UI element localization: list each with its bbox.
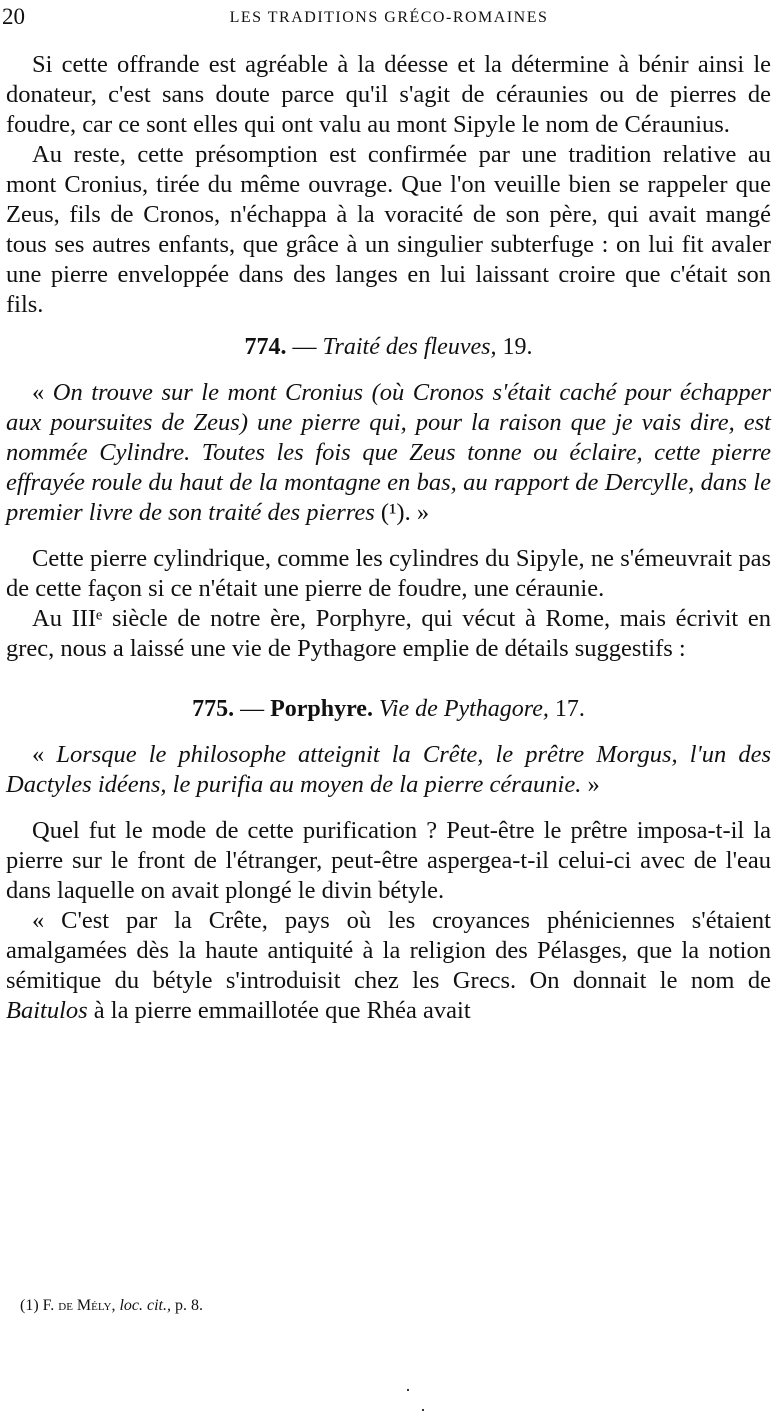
section-title-775: Vie de Pythagore, bbox=[372, 696, 549, 722]
paragraph-5: Quel fut le mode de cette purification ? Peut-être le prêtre imposa-t-il la pierre sur le front de l'étranger, peut-être aspergea-t-il celui-ci avec de l'eau dans laquelle on avait plongé le divin bétyle. bbox=[6, 817, 771, 904]
footnote-author: F. de Mély, bbox=[42, 1297, 116, 1314]
quote-open: « bbox=[32, 379, 53, 406]
page-body bbox=[6, 50, 771, 1026]
section-ref-775: 17. bbox=[548, 696, 585, 722]
page-header bbox=[0, 4, 778, 30]
heading-dash: — bbox=[286, 334, 323, 360]
stray-mark: · bbox=[420, 1400, 426, 1420]
section-author-775: Porphyre. bbox=[270, 696, 373, 722]
quote-774 bbox=[6, 378, 771, 528]
section-heading-775 bbox=[6, 694, 771, 724]
footnote-work: loc. cit., bbox=[119, 1297, 171, 1314]
paragraph-6 bbox=[6, 906, 771, 1026]
running-title: LES TRADITIONS GRÉCO-ROMAINES bbox=[229, 9, 549, 26]
quote-775-text: Lorsque le philosophe atteignit la Crête, le prêtre Morgus, l'un des Dactyles idéens, le purifia au moyen de la pierre céraunie. bbox=[6, 741, 771, 798]
paragraph-3: Cette pierre cylindrique, comme les cylindres du Sipyle, ne s'émeuvrait pas de cette façon si ce n'était une pierre de foudre, une céraunie. bbox=[6, 545, 771, 602]
term-baitulos: Baitulos bbox=[6, 997, 88, 1024]
quote-774-text: On trouve sur le mont Cronius (où Cronos s'était caché pour échapper aux poursuites de Zeus) une pierre qui, pour la raison que je vais dire, est nommée Cylindre. Toutes les fois que Zeus tonne ou éclaire, cette pierre effrayée roule du haut de la montagne en bas, au rapport de Dercylle, dans le premier livre de son traité des pierres bbox=[6, 379, 771, 526]
quote-open: « bbox=[32, 741, 57, 768]
section-heading-774 bbox=[6, 332, 771, 362]
paragraph-6-end: à la pierre emmaillotée que Rhéa avait bbox=[87, 997, 471, 1024]
stray-mark: · bbox=[405, 1380, 411, 1400]
paragraph-6-start: « C'est par la Crête, pays où les croyances phéniciennes s'étaient amalgamées dès la haute antiquité à la religion des Pélasges, que la notion sémitique du bétyle s'introduisit chez les Grecs. On donnait le nom de bbox=[6, 907, 771, 994]
century-numeral: IIIᵉ bbox=[71, 605, 103, 632]
quote-775 bbox=[6, 740, 771, 800]
heading-dash: — bbox=[234, 696, 271, 722]
section-title-774: Traité des fleuves, bbox=[322, 334, 497, 360]
section-number-774: 774. bbox=[244, 334, 287, 360]
paragraph-2: Au reste, cette présomption est confirmée par une tradition relative au mont Cronius, tirée du même ouvrage. Que l'on veuille bien se rappeler que Zeus, fils de Cronos, n'échappa à la voracité de son père, qui avait mangé tous ses autres enfants, que grâce à un singulier subterfuge : on lui fit avaler une pierre enveloppée dans des langes en lui laissant croire que c'était son fils. bbox=[6, 141, 771, 318]
section-number-775: 775. bbox=[192, 696, 235, 722]
footnote-marker: (1) bbox=[20, 1297, 39, 1314]
quote-close: » bbox=[581, 771, 600, 798]
paragraph-4-start: Au bbox=[32, 605, 72, 632]
footnote bbox=[20, 1297, 203, 1315]
page-number: 20 bbox=[2, 4, 25, 29]
paragraph-4-rest: siècle de notre ère, Porphyre, qui vécut à Rome, mais écrivit en grec, nous a laissé une vie de Pythagore emplie de détails suggestifs : bbox=[6, 605, 771, 662]
section-ref-774: 19. bbox=[496, 334, 533, 360]
footnote-page: p. 8. bbox=[175, 1297, 203, 1314]
paragraph-1: Si cette offrande est agréable à la déesse et la détermine à bénir ainsi le donateur, c'est sans doute parce qu'il s'agit de céraunies ou de pierres de foudre, car ce sont elles qui ont valu au mont Sipyle le nom de Céraunius. bbox=[6, 51, 771, 138]
paragraph-4 bbox=[6, 604, 771, 664]
quote-774-footnote-ref: (¹). » bbox=[374, 499, 430, 526]
